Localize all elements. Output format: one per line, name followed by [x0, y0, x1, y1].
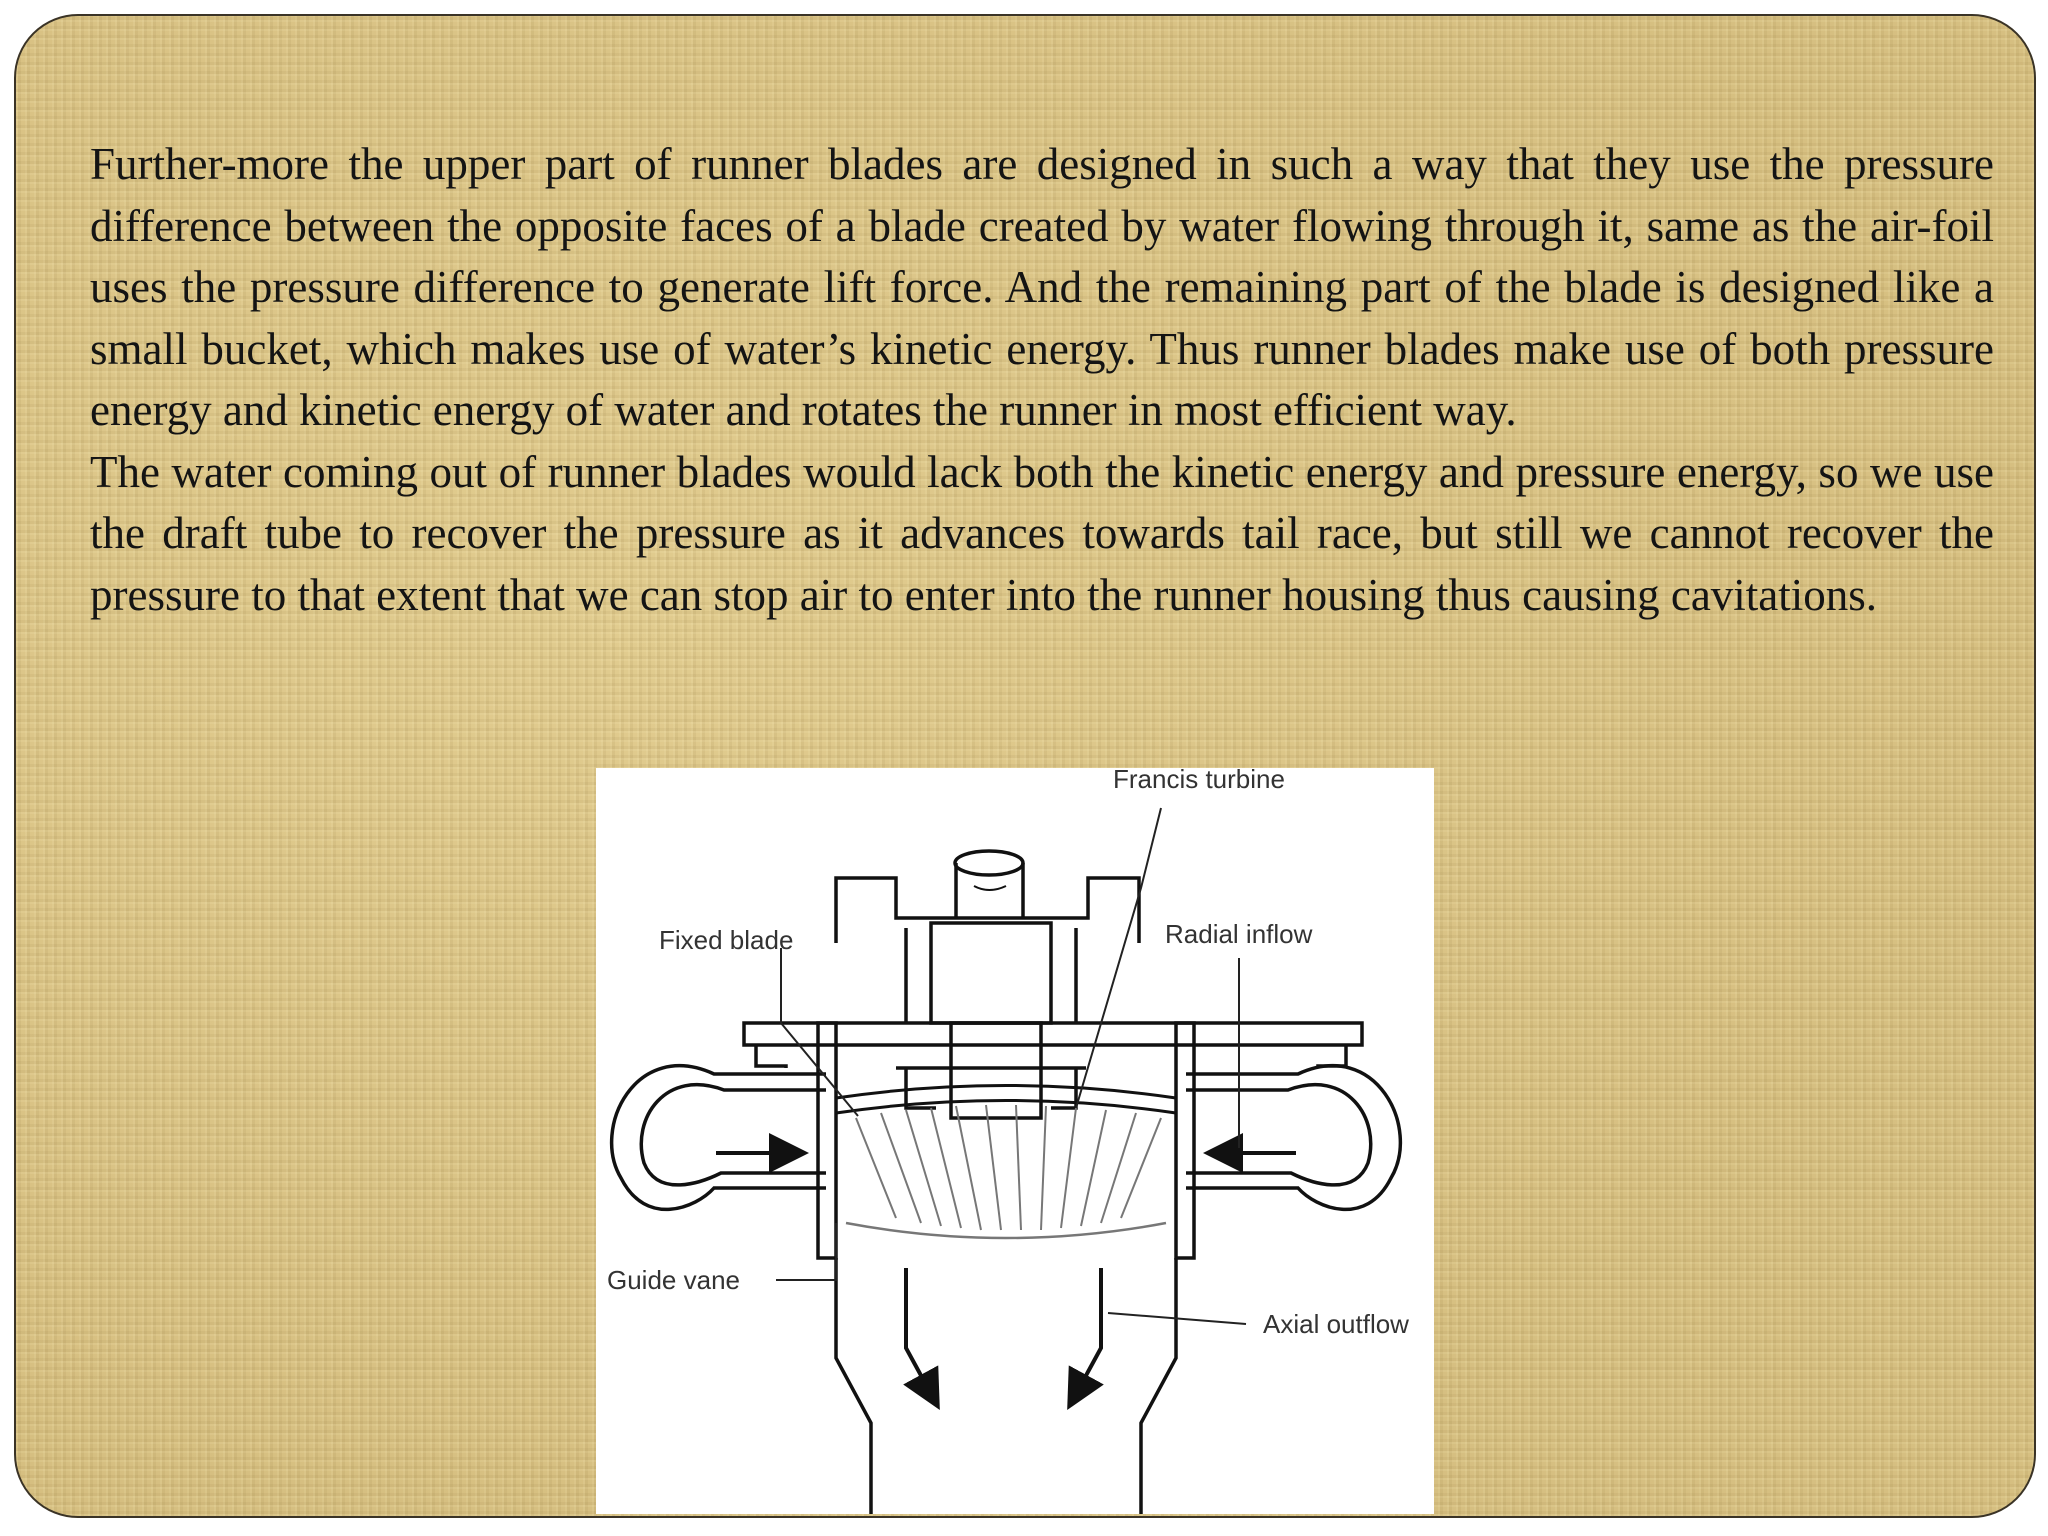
label-radial-inflow: Radial inflow [1165, 919, 1313, 949]
runner-crown [836, 1086, 1176, 1114]
body-text [90, 134, 1994, 626]
outflow-arrow-right [1071, 1268, 1101, 1403]
rotation-arrow [974, 886, 1006, 890]
shaft-body [931, 923, 1051, 1023]
runner-band [846, 1223, 1166, 1238]
shaft-top-ellipse [955, 851, 1023, 875]
outflow-arrow-left [906, 1268, 936, 1403]
draft-tube-left [836, 1258, 871, 1514]
leader-guide-vane [776, 1223, 836, 1280]
upper-housing [836, 878, 1139, 943]
draft-tube-right [1141, 1258, 1176, 1514]
spiral-casing-left-inner [641, 1085, 826, 1185]
spiral-casing-right-inner [1186, 1085, 1371, 1185]
guide-vane-left [818, 1023, 836, 1258]
paragraph-runner-blades: Further-more the upper part of runner blades are designed in such a way that they use the pressure difference between the opposite faces of a blade created by water flowing through it, same as the air-foil uses the pressure difference to generate lift force. And the remaining part of the blade is designed like a small bucket, which makes use of water’s kinetic energy. Thus runner blades make use of both pressure energy and kinetic energy of water and rotates the runner in most efficient way. [90, 139, 1994, 435]
slide [14, 14, 2036, 1518]
francis-turbine-diagram [596, 768, 1434, 1514]
turbine-drawing [596, 768, 1434, 1514]
label-francis-turbine: Francis turbine [1113, 768, 1285, 794]
guide-vane-right [1176, 1023, 1194, 1258]
paragraph-draft-tube: The water coming out of runner blades would lack both the kinetic energy and pressure energy, so we use the draft tube to recover the pressure as it advances towards tail race, but still we cannot recover the pressure to that extent that we can stop air to enter into the runner housing thus causing cavitations. [90, 446, 1994, 620]
flange-left [756, 1045, 786, 1068]
label-fixed-blade: Fixed blade [659, 925, 794, 955]
leader-francis [1076, 808, 1161, 1108]
runner-blades [856, 1105, 1161, 1230]
label-guide-vane: Guide vane [607, 1265, 740, 1295]
label-axial-outflow: Axial outflow [1263, 1309, 1409, 1339]
shaft-lower [951, 1023, 1041, 1118]
